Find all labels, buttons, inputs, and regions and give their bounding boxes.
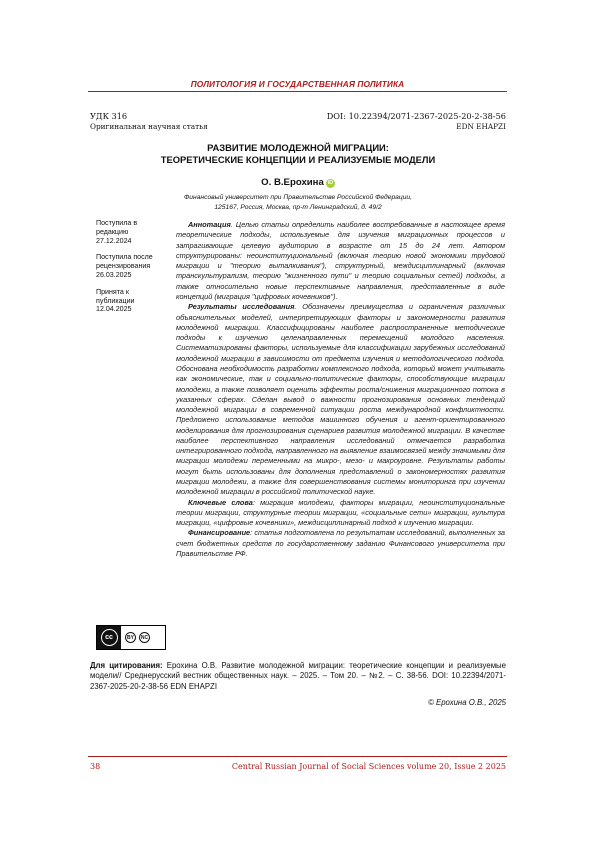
keywords-label: Ключевые слова (188, 497, 253, 507)
accepted-block (96, 288, 168, 314)
author-name: О. В.Ерохина (261, 177, 324, 188)
orcid-icon[interactable]: iD (327, 180, 334, 186)
affiliation-line-2: 125167, Россия, Москва, пр-т Ленинградский, д. 49/2 (214, 204, 382, 211)
meta-row-primary (90, 111, 506, 121)
cc-license-badge[interactable] (96, 625, 166, 650)
results-label: Результаты исследования (188, 302, 295, 312)
received-block (96, 219, 168, 245)
page-footer (90, 762, 506, 771)
funding-paragraph (176, 528, 505, 559)
accepted-label: Принята к публикации (96, 287, 135, 305)
journal-name: Central Russian Journal of Social Sciences volume 20, Issue 2 2025 (231, 762, 506, 771)
attribution-icon: BY (125, 632, 136, 643)
funding-text: : статья подготовлена по результатам исследований, выполненных за счет бюджетных средств по государственному заданию Финансового университета при Правительстве РФ. (176, 528, 505, 558)
affiliation-line-1: Финансовый университет при Правительстве Российской Федерации, (183, 194, 413, 201)
cc-terms (121, 632, 150, 643)
journal-section-header: ПОЛИТОЛОГИЯ И ГОСУДАРСТВЕННАЯ ПОЛИТИКА (190, 79, 405, 89)
abstract-label: Аннотация (188, 220, 231, 229)
meta-row-secondary (90, 122, 506, 131)
citation-text: Ерохина О.В. Развитие молодежной миграции: теоретические концепции и реализуемые модели// Среднерусский вестник общественных наук. – 2025. – Том 20. – №2. – С. 38-56. DOI: 10.22394/2071-2367-2025-20-2-38-56 EDN EHAPZI (90, 661, 506, 691)
header-divider (88, 91, 507, 92)
footer-divider (88, 756, 507, 757)
revised-date: 26.03.2025 (96, 270, 132, 279)
doi: DOI: 10.22394/2071-2367-2025-20-2-38-56 (326, 111, 506, 121)
cc-logo (97, 626, 121, 649)
cc-icon: cc (101, 629, 118, 646)
title-line-1: РАЗВИТИЕ МОЛОДЕЖНОЙ МИГРАЦИИ: (207, 142, 389, 153)
copyright: © Ерохина О.В., 2025 (428, 698, 506, 707)
keywords-paragraph (176, 498, 505, 529)
revised-block (96, 253, 168, 279)
submission-dates (96, 219, 168, 322)
results-text: . Обозначены преимущества и ограничения различных объяснительных моделей, интерпретирующих факторы и закономерности развития молодежной миграции. Классифицированы наиболее распространенные методические подходы к изучению целенаправленных перемещений молодого населения. Систематизированы факторы, используемые для классификации зарубежных исследований молодежной миграции в зависимости от предмета изучения и методологического подхода. Обоснована необходимость разработки комплексного подхода, который может учитывать как экономические, так и социально-политические факторы, способствующие миграции молодежи, а также позволяет оценить эффекты роста/снижения миграционного потока в указанных сферах. Сделан вывод о важности прогнозирования основных тенденций молодежной миграции в современной ситуации роста международной конфликтности. Предложено использование методов машинного обучения и агент-ориентированного моделирования для прогнозирования сценариев развития молодежной миграции. В качестве наиболее перспективного направления исследований отмечается разработка интегрированного подхода, направленного на выявление взаимосвязей между значимыми для миграции молодежи переменными на микро-, мезо- и макроуровне. Результаты работы могут быть использованы для дополнения представлений о закономерностях развития миграции молодежи, а также для совершенствования системы мониторинга при изучении молодежной миграции в российской политической науке. (176, 302, 505, 497)
abstract-paragraph (176, 220, 505, 302)
udk-code: УДК 316 (90, 111, 128, 121)
abstract-text: . Целью статьи определить наиболее востребованные в настоящее время теоретические подходы, используемые для изучения миграционных процессов и затрагивающие целевую аудиторию в возрасте от 15 до 24 лет. Автором структурированы: неоинституциональный (включая теорию новой экономики трудовой миграции и "теорию выталкивания"), структурный, междисциплинарный (включая транскультурализм, теорию "жизненного пути" и теорию социальных сетей) подходы, а также относительно новые перспективные направления, представленные в виде концепций (миграция "цифровых кочевников"). (176, 220, 505, 301)
title-line-2: ТЕОРЕТИЧЕСКИЕ КОНЦЕПЦИИ И РЕАЛИЗУЕМЫЕ МОДЕЛИ (160, 154, 436, 165)
results-paragraph (176, 302, 505, 497)
revised-label: Поступила после рецензирования (96, 253, 153, 271)
noncommercial-icon: NC (139, 632, 150, 643)
accepted-date: 12.04.2025 (96, 305, 132, 314)
article-type: Оригинальная научная статья (90, 122, 208, 131)
received-label: Поступила в редакцию (96, 219, 138, 236)
edn-code: EDN EHAPZI (456, 122, 506, 131)
abstract (176, 220, 505, 559)
article-title (90, 142, 506, 166)
citation-label: Для цитирования: (90, 661, 163, 670)
affiliation (90, 193, 506, 213)
funding-label: Финансирование (188, 528, 251, 538)
citation (90, 661, 506, 692)
keywords-text: : миграция молодежи, факторы миграции, неоинституциональные теории миграции, структурные теории миграции, «социальные сети» миграции, культура миграции, «цифровые кочевники», междисциплинарный подход к изучению миграции. (176, 497, 505, 528)
author (90, 177, 506, 188)
page-number: 38 (90, 762, 101, 771)
received-date: 27.12.2024 (96, 236, 132, 245)
